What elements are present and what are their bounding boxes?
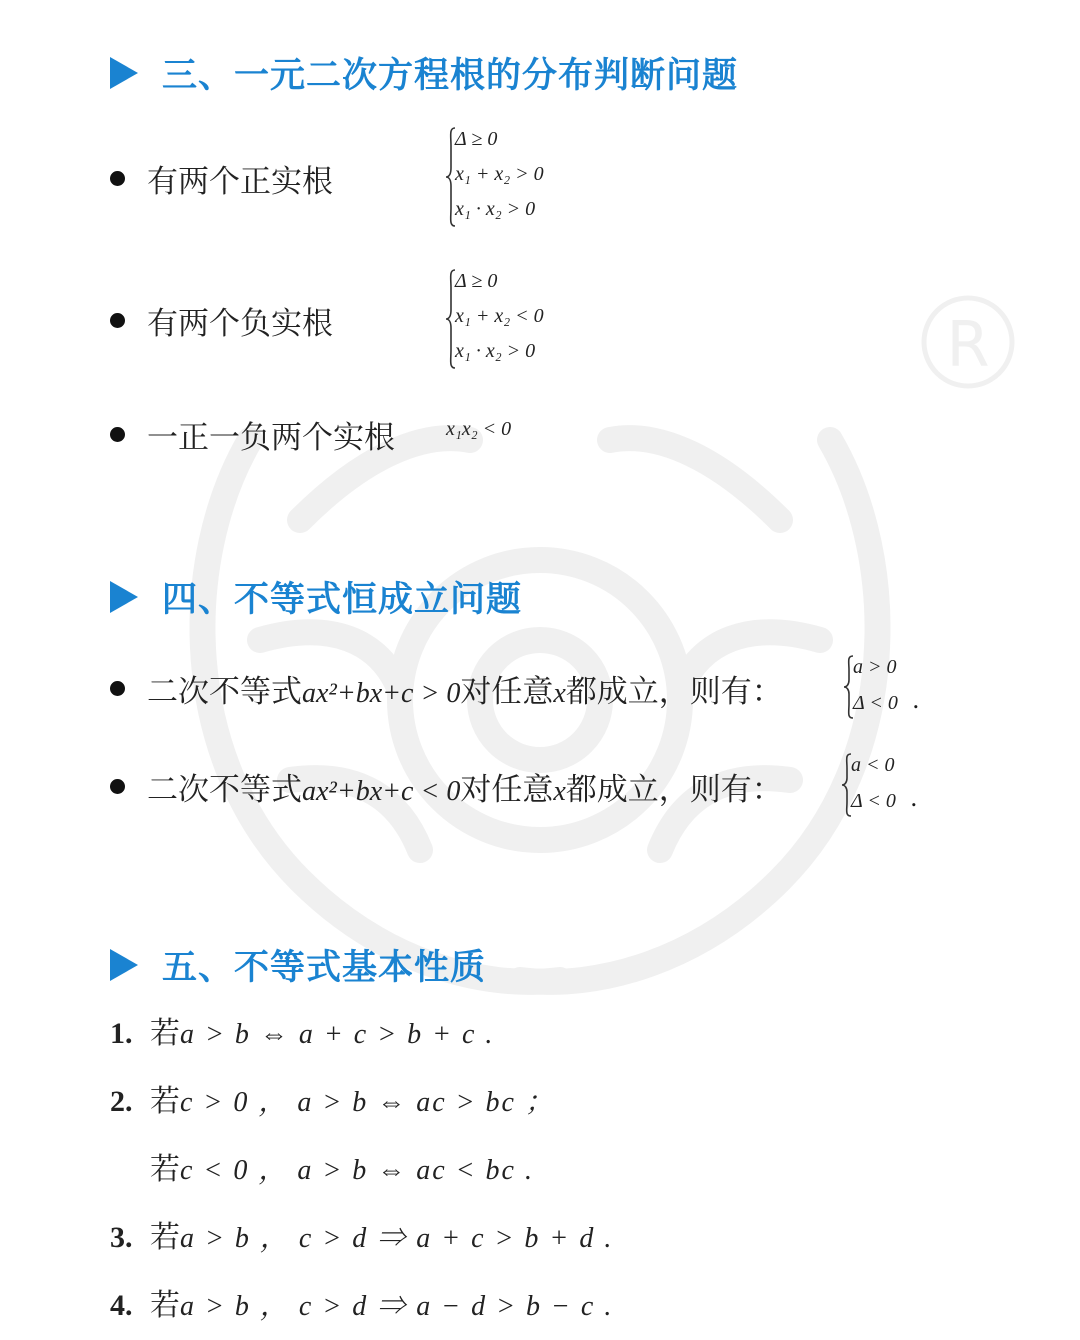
property-item: [110, 1076, 555, 1120]
property-ruo: 若: [150, 1220, 180, 1255]
bullet-dot-icon: [110, 779, 125, 794]
root-case-label: 有两个正实根: [147, 164, 333, 200]
property-formula: a > b ， c > d ⇒ a + c > b + d .: [180, 1223, 614, 1254]
triangle-bullet-icon: [110, 581, 138, 613]
root-case-negative: [110, 298, 333, 343]
condition-line: Δ ≥ 0: [455, 128, 498, 150]
section-title: 四、不等式恒成立问题: [162, 580, 523, 620]
property-ruo: 若: [150, 1152, 180, 1187]
inequality-mid: 对任意: [460, 772, 554, 808]
inequality-suffix: 都成立，则有：: [565, 674, 783, 710]
inequality-variable: x: [553, 776, 566, 807]
inequality-prefix: 二次不等式: [147, 772, 302, 808]
condition-line: x₁ + x₂ > 0: [455, 163, 544, 185]
property-formula: c > 0 ， a > b ⇔ ac > bc ；: [180, 1087, 555, 1118]
inequality-suffix: 都成立，则有：: [565, 772, 783, 808]
property-item: [110, 1280, 613, 1324]
inequality-mid: 对任意: [460, 674, 554, 710]
bullet-dot-icon: [110, 427, 125, 442]
inequality-row: [110, 666, 783, 711]
root-case-label: 一正一负两个实根: [147, 420, 395, 456]
period-mark: .: [912, 686, 920, 714]
inequality-prefix: 二次不等式: [147, 674, 302, 710]
property-formula: a > b ， c > d ⇒ a − d > b − c .: [180, 1291, 614, 1322]
condition-line: Δ < 0: [851, 790, 896, 812]
property-number: 1.: [110, 1017, 133, 1050]
property-number: 2.: [110, 1085, 133, 1118]
triangle-bullet-icon: [110, 57, 138, 89]
property-item: [110, 1212, 613, 1256]
bullet-dot-icon: [110, 681, 125, 696]
condition-line: a < 0: [851, 754, 895, 776]
property-item: [110, 1144, 534, 1188]
inequality-text: [147, 764, 783, 809]
inequality-expression: ax²+bx+c < 0: [302, 776, 461, 807]
root-case-positive: [110, 156, 333, 201]
bullet-dot-icon: [110, 313, 125, 328]
period-mark: .: [910, 784, 918, 812]
section-title: 三、一元二次方程根的分布判断问题: [162, 56, 739, 96]
root-case-mixed: [110, 412, 395, 457]
property-number: 3.: [110, 1221, 133, 1254]
property-ruo: 若: [150, 1288, 180, 1323]
triangle-bullet-icon: [110, 949, 138, 981]
property-number: 4.: [110, 1289, 133, 1322]
inequality-variable: x: [553, 678, 566, 709]
condition-line: x₁ + x₂ < 0: [455, 305, 544, 327]
condition-line: x₁x₂ < 0: [446, 418, 512, 440]
inequality-expression: ax²+bx+c > 0: [302, 678, 461, 709]
condition-line: Δ ≥ 0: [455, 270, 498, 292]
bullet-dot-icon: [110, 171, 125, 186]
section-5-heading: [110, 940, 486, 990]
section-3-heading: [110, 48, 738, 98]
property-formula: a > b ⇔ a + c > b + c .: [180, 1019, 495, 1050]
property-ruo: 若: [150, 1084, 180, 1119]
property-item: [110, 1008, 494, 1052]
property-ruo: 若: [150, 1016, 180, 1051]
section-4-heading: [110, 572, 522, 622]
condition-line: a > 0: [853, 656, 897, 678]
condition-line: Δ < 0: [853, 692, 898, 714]
condition-line: x₁ · x₂ > 0: [455, 198, 536, 220]
condition-line: x₁ · x₂ > 0: [455, 340, 536, 362]
property-formula: c < 0 ， a > b ⇔ ac < bc .: [180, 1155, 534, 1186]
inequality-text: [147, 666, 783, 711]
registered-mark: R: [946, 308, 990, 381]
inequality-row: [110, 764, 783, 809]
section-title: 五、不等式基本性质: [162, 948, 487, 988]
root-case-label: 有两个负实根: [147, 306, 333, 342]
